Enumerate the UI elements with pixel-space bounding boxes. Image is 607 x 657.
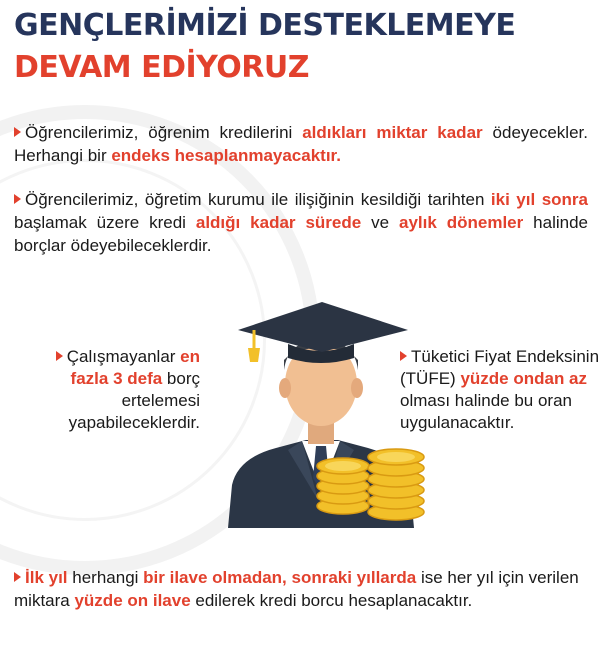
bullet-arrow-icon — [56, 351, 63, 361]
paragraph-repayment-schedule: Öğrencilerimiz, öğretim kurumu ile ilişiğinin kesildiği tarihten iki yıl sonra başlamak üzere kredi aldığı kadar sürede ve aylık dönemler halinde borçlar ödeyebileceklerdir. — [14, 190, 588, 255]
bullet-arrow-icon — [400, 351, 407, 361]
title-line-2: DEVAM EDİYORUZ — [14, 50, 310, 85]
bullet-arrow-icon — [14, 127, 21, 137]
note-deferral: Çalışmayanlar en fazla 3 defa borç ertelemesi yapabileceklerdir. — [40, 346, 200, 434]
graduate-illustration — [218, 300, 428, 530]
note-tufe: Tüketici Fiyat Endeksinin (TÜFE) yüzde ondan az olması halinde bu oran uygulanacaktır. — [400, 347, 600, 432]
paragraph-interest: İlk yıl herhangi bir ilave olmadan, sonraki yıllarda ise her yıl için verilen miktara yüzde on ilave edilerek kredi borcu hesaplanacaktır. — [14, 568, 579, 610]
bullet-arrow-icon — [14, 194, 21, 204]
title-line-1: GENÇLERİMİZİ DESTEKLEMEYE — [14, 8, 516, 43]
bullet-arrow-icon — [14, 572, 21, 582]
paragraph-repayment-amount: Öğrencilerimiz, öğrenim kredilerini aldıkları miktar kadar ödeyecekler. Herhangi bir endeks hesaplanmayacaktır. — [14, 123, 588, 165]
